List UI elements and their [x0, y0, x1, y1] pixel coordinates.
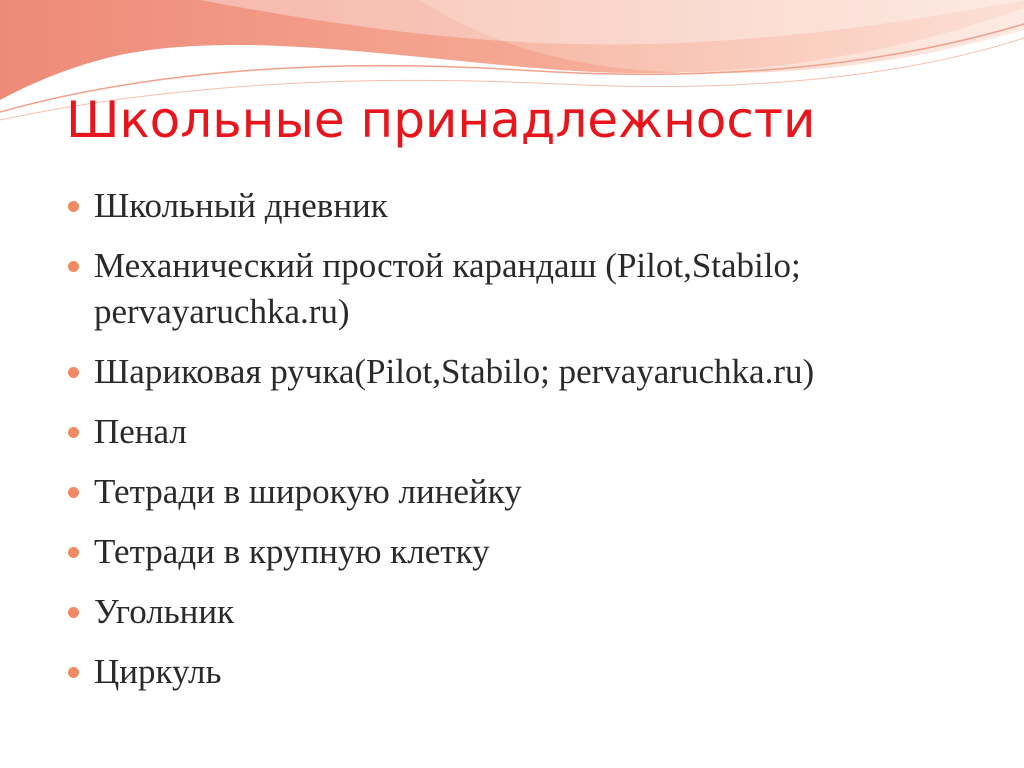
bullet-text: Тетради в крупную клетку [94, 532, 490, 571]
bullet-item [62, 243, 982, 335]
bullet-item [62, 349, 982, 395]
bullet-dot-icon [68, 367, 79, 378]
bullet-dot-icon [68, 487, 79, 498]
bullet-item [62, 589, 982, 635]
bullet-text: Шариковая ручка(Pilot,Stabilo; pervayaruchka.ru) [94, 352, 815, 391]
bullet-dot-icon [68, 261, 79, 272]
bullet-text: Циркуль [94, 652, 222, 691]
bullet-text: Угольник [94, 592, 235, 631]
bullet-dot-icon [68, 607, 79, 618]
bullet-item [62, 529, 982, 575]
bullet-dot-icon [68, 547, 79, 558]
bullet-item [62, 183, 982, 229]
bullet-dot-icon [68, 427, 79, 438]
bullet-item [62, 409, 982, 455]
slide-title: Школьные принадлежности [66, 91, 816, 149]
bullet-text: Пенал [94, 412, 187, 451]
bullet-dot-icon [68, 201, 79, 212]
bullet-item [62, 649, 982, 695]
bullet-item [62, 469, 982, 515]
bullet-text: Механический простой карандаш (Pilot,Stabilo; pervayaruchka.ru) [94, 246, 801, 331]
bullet-text: Тетради в широкую линейку [94, 472, 522, 511]
bullet-text: Школьный дневник [94, 186, 388, 225]
bullet-dot-icon [68, 667, 79, 678]
bullet-list [62, 183, 982, 709]
